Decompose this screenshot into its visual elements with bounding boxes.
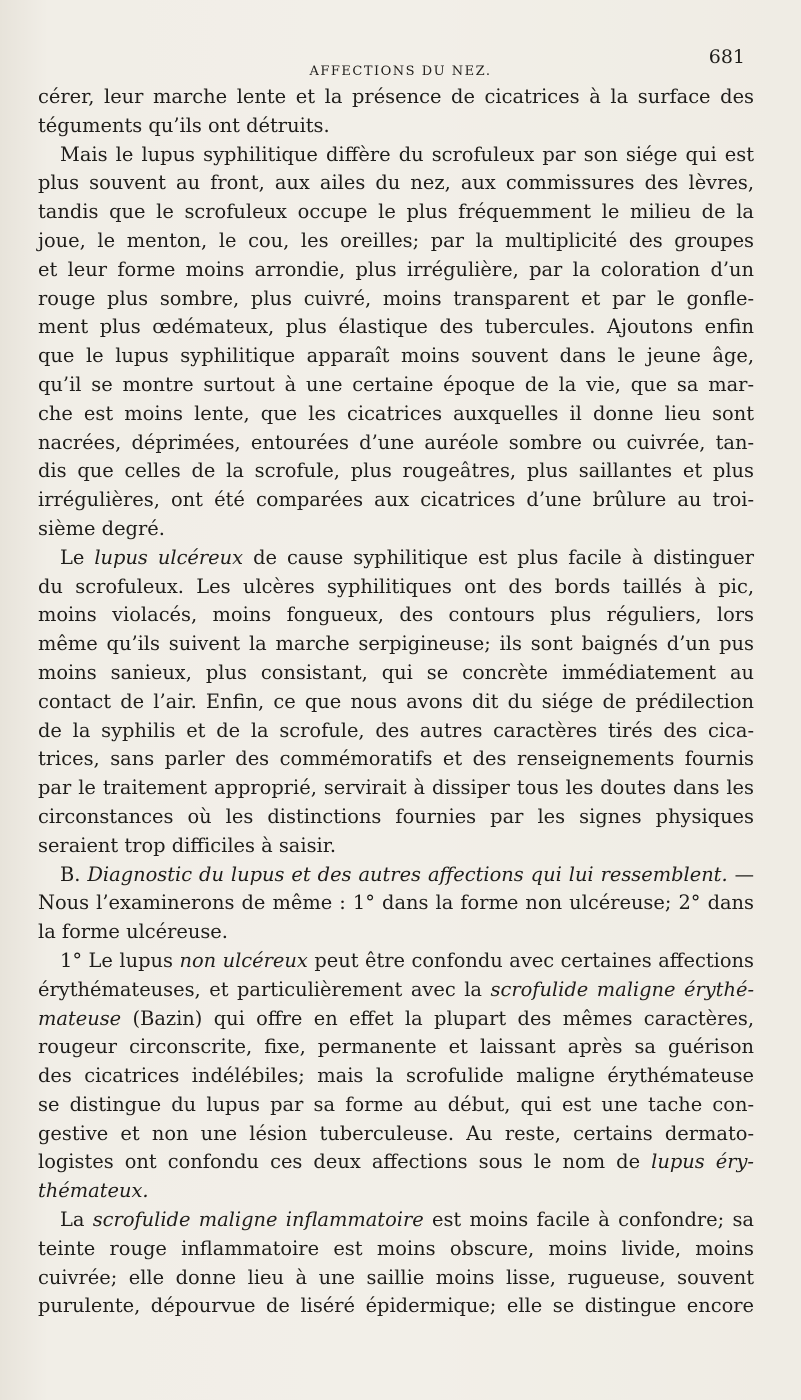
italic-run: lupus ulcéreux [94, 545, 244, 569]
text-run: peut être confondu avec certaines affections [307, 948, 754, 972]
text-line: téguments qu’ils ont détruits. [38, 113, 330, 137]
text-line: gestive et non une lésion tuberculeuse. Au reste, certains dermato- [38, 1121, 754, 1145]
text-line [38, 544, 754, 573]
text-line: plus souvent au front, aux ailes du nez, aux commissures des lèvres, [38, 171, 754, 195]
text-line [38, 976, 754, 1005]
italic-run: thémateux. [38, 1179, 149, 1203]
text-line: même qu’ils suivent la marche serpigineuse; ils sont baignés d’un pus [38, 632, 754, 656]
text-run: de cause syphilitique est plus facile à distinguer [243, 545, 754, 569]
running-head [0, 46, 801, 80]
text-line: joue, le menton, le cou, les oreilles; par la multiplicité des groupes [38, 228, 754, 252]
text-line [38, 1148, 754, 1177]
text-line: ment plus œdémateux, plus élastique des tubercules. Ajoutons enfin [38, 315, 754, 339]
text-line: tandis que le scrofuleux occupe le plus fréquemment le milieu de la [38, 200, 754, 224]
text-line: rougeur circonscrite, fixe, permanente et laissant après sa guérison [38, 1035, 754, 1059]
text-line: dis que celles de la scrofule, plus rougeâtres, plus saillantes et plus [38, 459, 754, 483]
running-title: AFFECTIONS DU NEZ. [309, 64, 492, 79]
text-line: qu’il se montre surtout à une certaine époque de la vie, que sa mar- [38, 372, 754, 396]
text-line [38, 1206, 754, 1235]
page-number: 681 [708, 46, 745, 68]
italic-run: Diagnostic du lupus et des autres affections qui lui ressemblent. [87, 862, 728, 886]
text-line: moins violacés, moins fongueux, des contours plus réguliers, lors [38, 603, 754, 627]
italic-run: lupus éry- [651, 1150, 754, 1174]
italic-run: scrofulide maligne inflammatoire [92, 1208, 424, 1232]
text-line: et leur forme moins arrondie, plus irrégulière, par la coloration d’un [38, 257, 754, 281]
text-line: cuivrée; elle donne lieu à une saillie moins lisse, rugueuse, souvent [38, 1265, 754, 1289]
text-line [38, 861, 754, 890]
italic-run: scrofulide maligne érythé- [490, 977, 754, 1001]
text-run: logistes ont confondu ces deux affections sous le nom de [38, 1150, 652, 1174]
italic-run: non ulcéreux [179, 948, 308, 972]
text-line: des cicatrices indélébiles; mais la scrofulide maligne érythémateuse [38, 1064, 754, 1088]
text-line: seraient trop difficiles à saisir. [38, 833, 337, 857]
text-line: che est moins lente, que les cicatrices auxquelles il donne lieu sont [38, 401, 754, 425]
text-line [38, 947, 754, 976]
text-line: se distingue du lupus par sa forme au début, qui est une tache con- [38, 1092, 754, 1116]
text-line: Nous l’examinerons de même : 1° dans la forme non ulcéreuse; 2° dans [38, 891, 754, 915]
text-line: purulente, dépourvue de liséré épidermique; elle se distingue encore [38, 1294, 754, 1318]
text-run: érythémateuses, et particulièrement avec la [38, 977, 491, 1001]
text-run: Le [60, 545, 95, 569]
text-line: moins sanieux, plus consistant, qui se concrète immédiatement au [38, 660, 754, 684]
text-line: la forme ulcéreuse. [38, 920, 228, 944]
text-line: sième degré. [38, 516, 165, 540]
text-line: rouge plus sombre, plus cuivré, moins transparent et par le gonfle- [38, 286, 754, 310]
text-line [38, 1005, 754, 1034]
text-line: du scrofuleux. Les ulcères syphilitiques ont des bords taillés à pic, [38, 574, 754, 598]
text-line: trices, sans parler des commémoratifs et des renseignements fournis [38, 747, 754, 771]
text-line: de la syphilis et de la scrofule, des autres caractères tirés des cica- [38, 718, 754, 742]
text-line: Mais le lupus syphilitique diffère du scrofuleux par son siége qui est [60, 142, 754, 166]
text-line: cérer, leur marche lente et la présence de cicatrices à la surface des [38, 85, 754, 108]
text-line: teinte rouge inflammatoire est moins obscure, moins livide, moins [38, 1236, 754, 1260]
text-run: La [60, 1208, 93, 1232]
text-line: contact de l’air. Enfin, ce que nous avons dit du siége de prédilection [38, 689, 754, 713]
text-line [38, 1177, 754, 1206]
text-line: par le traitement approprié, servirait à dissiper tous les doutes dans les [38, 776, 754, 800]
text-run: 1° Le lupus [60, 948, 180, 972]
text-run: B. [60, 862, 88, 886]
text-run: — [727, 862, 754, 886]
text-run: est moins facile à confondre; sa [423, 1208, 754, 1232]
italic-run: mateuse [38, 1006, 122, 1030]
body-text [38, 83, 754, 1321]
text-line: circonstances où les distinctions fournies par les signes physiques [38, 804, 754, 828]
text-line: irrégulières, ont été comparées aux cicatrices d’une brûlure au troi- [38, 488, 754, 512]
text-line: que le lupus syphilitique apparaît moins souvent dans le jeune âge, [38, 344, 754, 368]
text-line: nacrées, déprimées, entourées d’une auréole sombre ou cuivrée, tan- [38, 430, 754, 454]
text-run: (Bazin) qui offre en effet la plupart des mêmes caractères, [121, 1006, 754, 1030]
